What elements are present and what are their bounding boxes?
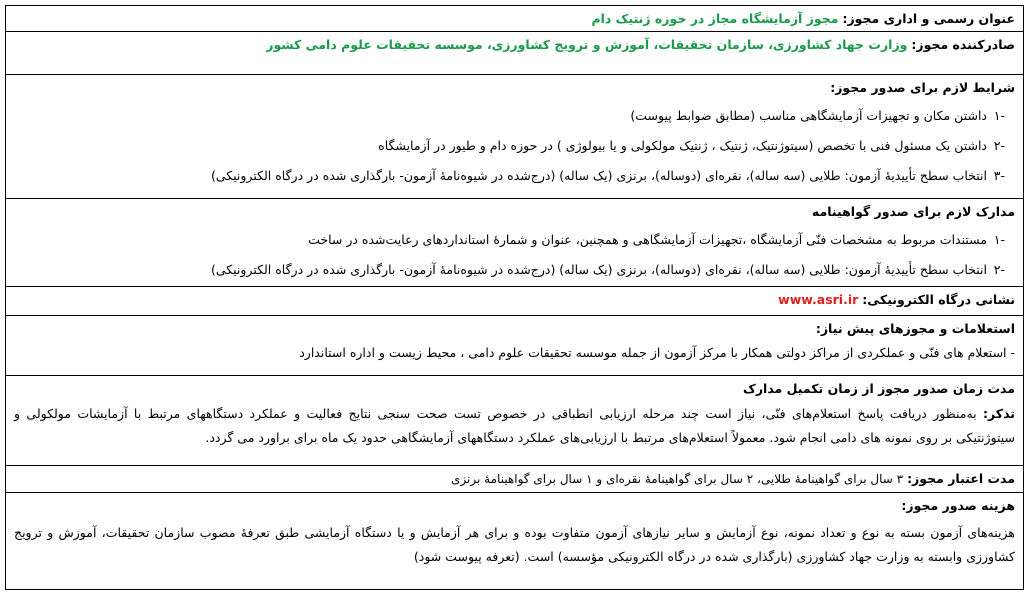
issue-time-row (5, 376, 1024, 466)
title-value: مجوز آزمایشگاه مجاز در حوزه ژنتیک دام (591, 11, 839, 26)
portal-link[interactable]: www.asri.ir (778, 292, 859, 307)
documents-row (5, 199, 1024, 287)
condition-item (14, 137, 1015, 155)
condition-text: انتخاب سطح تأییدیهٔ آزمون: طلایی (سه ساله)، نقره‌ای (دوساله)، برنزی (یک ساله) (درج‌شده در شیوه‌نامهٔ آزمون- بارگذاری شده در درگاه الکترونیکی) (210, 168, 987, 183)
portal-label: نشانی درگاه الکترونیکی: (862, 292, 1015, 307)
issuer-label: صادرکننده مجوز: (911, 37, 1015, 52)
conditions-heading: شرایط لازم برای صدور مجوز: (830, 80, 1015, 95)
document-text: مستندات مربوط به مشخصات فنّی آزمایشگاه ،تجهیزات آزمایشگاهی و همچنین، عنوان و شمارهٔ استانداردهای رعایت‌شده در ساخت (308, 232, 987, 247)
condition-number: -۳ (993, 168, 1005, 183)
document-number: -۲ (993, 262, 1005, 277)
fee-text: هزینه‌های آزمون بسته به نوع و تعداد نمونه، نوع آزمایش و سایر نیازهای آزمون متفاوت بوده و برای هر آزمایش و یا دستگاه آزمایشی طبق تعرفهٔ مصوب سازمان تحقیقات، آموزش و ترویج کشاورزی وابسته به وزارت جهاد کشاورزی (بارگذاری شده در درگاه الکترونیکی مؤسسه) است. (تعرفه پیوست شود) (14, 525, 1015, 564)
issuer-value: وزارت جهاد کشاورزی، سازمان تحقیقات، آموزش و ترویج کشاورزی، موسسه تحقیقات علوم دامی کشور (266, 37, 908, 52)
validity-text: ۳ سال برای گواهینامهٔ طلایی، ۲ سال برای گواهینامهٔ نقره‌ای و ۱ سال برای گواهینامهٔ برنزی (451, 472, 904, 486)
issuer-row (5, 32, 1024, 75)
validity-label: مدت اعتبار مجوز: (907, 471, 1015, 486)
condition-number: -۱ (993, 108, 1005, 123)
note-label: تذکر: (983, 406, 1015, 421)
condition-text: داشتن یک مسئول فنی با تخصص (سیتوژنتیک، ژنتیک ، ژنتیک مولکولی و یا بیولوژی ) در حوزه دام و طیور در آزمایشگاه (378, 138, 987, 153)
title-row (5, 5, 1024, 32)
inquiries-text: - استعلام های فنّی و عملکردی از مراکز دولتی همکار با مرکز آزمون از جمله موسسه تحقیقات علوم دامی ، محیط زیست و اداره استاندارد (299, 345, 1015, 360)
license-table (5, 5, 1024, 590)
inquiries-heading: استعلامات و مجوزهای پیش نیاز: (815, 321, 1015, 336)
document-number: -۱ (993, 232, 1005, 247)
condition-text: داشتن مکان و تجهیزات آزمایشگاهی مناسب (مطابق ضوابط پیوست) (630, 108, 987, 123)
condition-item (14, 107, 1015, 125)
title-label: عنوان رسمی و اداری مجوز: (842, 11, 1015, 26)
inquiries-row (5, 316, 1024, 376)
validity-row (5, 466, 1024, 493)
document-text: انتخاب سطح تأییدیهٔ آزمون: طلایی (سه ساله)، نقره‌ای (دوساله)، برنزی (یک ساله) (درج‌شده در شیوه‌نامهٔ آزمون- بارگذاری شده در درگاه الکترونیکی) (210, 262, 987, 277)
condition-number: -۲ (993, 138, 1005, 153)
documents-heading: مدارک لازم برای صدور گواهینامه (811, 204, 1015, 219)
fee-heading: هزینه صدور مجوز: (901, 498, 1015, 513)
condition-item (14, 167, 1015, 185)
fee-row (5, 493, 1024, 590)
conditions-row (5, 75, 1024, 199)
note-text: به‌منظور دریافت پاسخ استعلام‌های فنّی، نیاز است چند مرحله ارزیابی انطباقی در خصوص تست صحت سنجی نتایج فعالیت و عملکرد دستگاههای مرتبط با آزمایشات مولکولی و سیتوژنتیکی بر روی نمونه های دامی انجام شود. معمولاً استعلام‌های مرتبط با ارزیابی‌های عملکرد دستگاههای آزمایشگاهی حدود یک ماه برای براورد می گردد. (14, 406, 1015, 445)
issue-time-heading: مدت زمان صدور مجوز از زمان تکمیل مدارک (743, 381, 1015, 396)
document-item (14, 231, 1015, 249)
document-item (14, 261, 1015, 279)
portal-row (5, 287, 1024, 316)
issue-time-note (14, 402, 1015, 450)
